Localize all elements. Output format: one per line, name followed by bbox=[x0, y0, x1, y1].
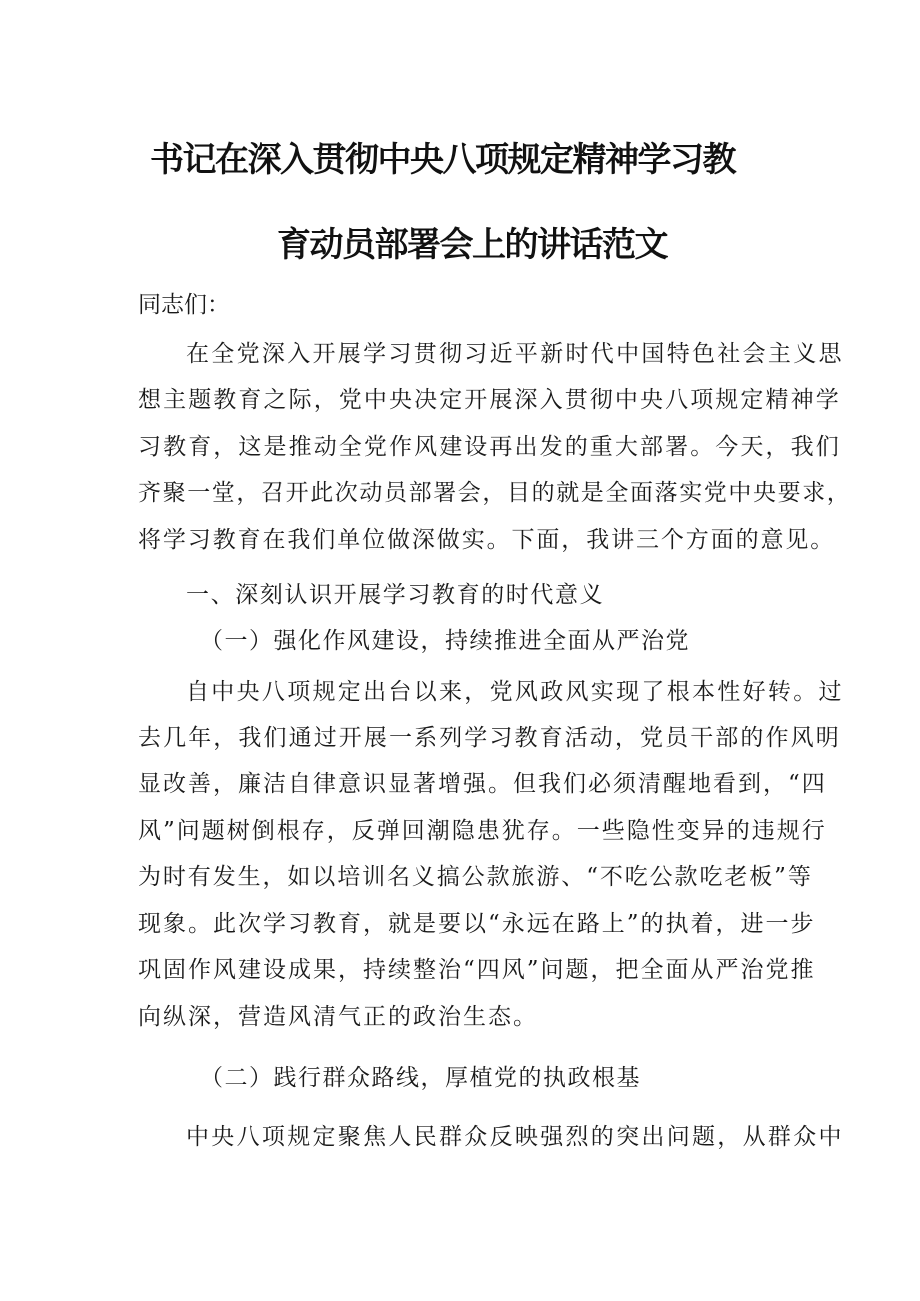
paragraph-1-line-3: 习教育，这是推动全党作风建设再出发的重大部署。今天，我们 bbox=[138, 434, 841, 460]
greeting: 同志们： bbox=[138, 292, 230, 318]
subsection-heading-1: （一）强化作风建设，持续推进全面从严治党 bbox=[200, 628, 690, 654]
paragraph-2-line-7: 巩固作风建设成果，持续整治“四风”问题，把全面从严治党推 bbox=[138, 957, 816, 983]
paragraph-2-line-4: 风”问题树倒根存，反弹回潮隐患犹存。一些隐性变异的违规行 bbox=[138, 818, 827, 844]
paragraph-1-line-5: 将学习教育在我们单位做深做实。下面，我讲三个方面的意见。 bbox=[138, 527, 836, 553]
paragraph-2-line-8: 向纵深，营造风清气正的政治生态。 bbox=[138, 1004, 538, 1030]
paragraph-2-line-3: 显改善，廉洁自律意识显著增强。但我们必须清醒地看到，“四 bbox=[138, 771, 827, 797]
subsection-heading-2: （二）践行群众路线，厚植党的执政根基 bbox=[200, 1065, 641, 1091]
paragraph-2-line-5: 为时有发生，如以培训名义搞公款旅游、“不吃公款吃老板”等 bbox=[138, 864, 813, 890]
paragraph-2-line-6: 现象。此次学习教育，就是要以“永远在路上”的执着，进一步 bbox=[138, 911, 816, 937]
document-title-line-1: 书记在深入贯彻中央八项规定精神学习教 bbox=[150, 140, 735, 180]
paragraph-3-line-1: 中央八项规定聚焦人民群众反映强烈的突出问题，从群众中 bbox=[186, 1124, 844, 1150]
paragraph-1-line-2: 想主题教育之际，党中央决定开展深入贯彻中央八项规定精神学 bbox=[138, 387, 841, 413]
paragraph-1-line-4: 齐聚一堂，召开此次动员部署会，目的就是全面落实党中央要求， bbox=[138, 480, 852, 506]
paragraph-1-line-1: 在全党深入开展学习贯彻习近平新时代中国特色社会主义思 bbox=[186, 341, 844, 367]
paragraph-2-line-1: 自中央八项规定出台以来，党风政风实现了根本性好转。过 bbox=[186, 679, 844, 705]
section-heading-1: 一、深刻认识开展学习教育的时代意义 bbox=[186, 582, 605, 608]
paragraph-2-line-2: 去几年，我们通过开展一系列学习教育活动，党员干部的作风明 bbox=[138, 725, 841, 751]
document-title-line-2: 育动员部署会上的讲话范文 bbox=[277, 225, 667, 265]
